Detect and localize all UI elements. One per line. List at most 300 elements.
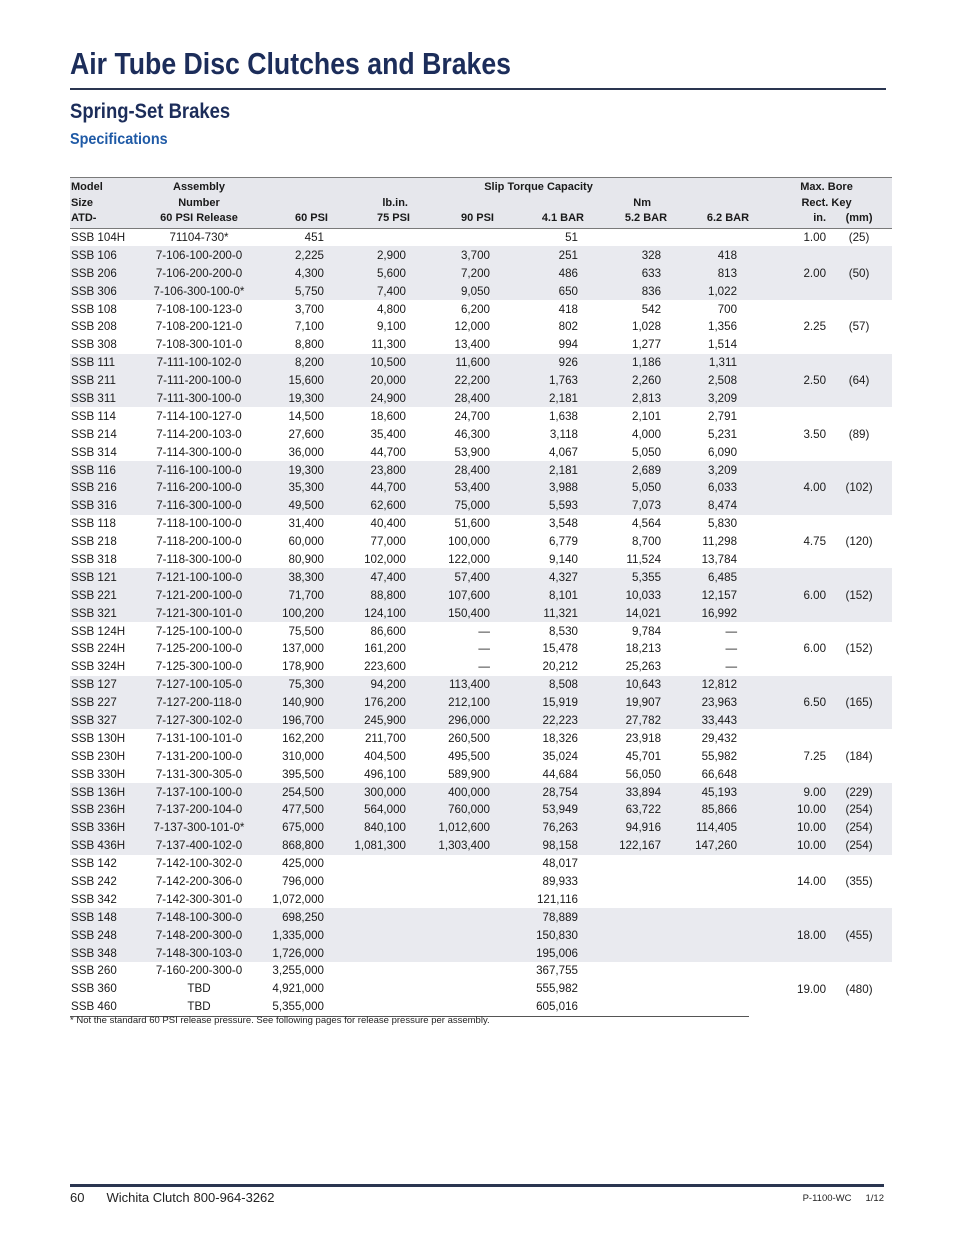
bar41-cell: 1,763 — [494, 372, 584, 390]
bar52-cell: 94,916 — [584, 819, 667, 837]
table-row — [70, 568, 892, 586]
header-41bar: 4.1 BAR — [494, 211, 584, 228]
psi75-cell: 1,081,300 — [328, 837, 410, 855]
psi90-cell: 9,050 — [410, 282, 494, 300]
bar52-cell: 5,355 — [584, 568, 667, 586]
psi60-cell: 4,300 — [262, 264, 328, 282]
assembly-cell: 7-121-200-100-0 — [136, 586, 262, 604]
psi75-cell: 40,400 — [370, 517, 406, 531]
table-row — [70, 962, 892, 980]
bar62-cell: — — [725, 660, 738, 674]
title-rule — [70, 88, 886, 90]
bore-mm-cell: (455) — [826, 908, 892, 962]
model-cell: SSB 360 — [71, 982, 117, 996]
bar41-cell: 78,889 — [494, 908, 584, 926]
psi60-cell: 31,400 — [288, 517, 324, 531]
assembly-cell: 7-148-200-300-0 — [136, 926, 262, 944]
assembly-cell: 7-108-300-101-0 — [155, 338, 243, 352]
model-cell: SSB 316 — [70, 497, 136, 515]
bore-in-cell: 10.00 — [749, 801, 826, 819]
assembly-cell: 7-114-200-103-0 — [156, 427, 242, 441]
psi90-cell: 107,600 — [410, 586, 494, 604]
table-row — [70, 837, 892, 855]
psi60-cell: 7,100 — [294, 320, 324, 334]
table-row — [70, 515, 892, 533]
psi75-cell: 9,100 — [376, 320, 406, 334]
bore-in-cell: 18.00 — [749, 908, 826, 962]
psi60-cell: 75,300 — [262, 676, 328, 694]
model-cell: SSB 327 — [70, 712, 136, 730]
header-75psi: 75 PSI — [328, 211, 410, 228]
bar41-cell: 9,140 — [548, 552, 578, 566]
model-cell: SSB 324H — [71, 660, 126, 674]
psi60-cell: 310,000 — [282, 749, 324, 763]
bar52-cell — [584, 962, 667, 980]
psi90-cell: 28,400 — [410, 390, 494, 408]
assembly-cell: 7-125-300-100-0 — [155, 660, 243, 674]
model-cell: SSB 330H — [71, 767, 126, 781]
model-cell: SSB 142 — [71, 857, 117, 871]
psi75-cell: 94,200 — [328, 676, 410, 694]
psi60-cell: 5,750 — [262, 282, 328, 300]
bar62-cell — [667, 926, 749, 944]
table-row — [70, 676, 892, 694]
bar52-cell: 23,918 — [625, 731, 662, 745]
header-model: Model — [71, 181, 103, 193]
model-cell: SSB 460 — [70, 998, 136, 1016]
bar52-cell: 33,894 — [584, 783, 667, 801]
bar52-cell — [584, 926, 667, 944]
document-date: 1/12 — [865, 1193, 884, 1204]
psi90-cell: 113,400 — [410, 676, 494, 694]
psi60-cell: 100,200 — [262, 604, 328, 622]
bar41-cell: 51 — [565, 230, 578, 244]
psi60-cell: 3,255,000 — [272, 964, 324, 978]
assembly-cell: 7-111-100-102-0 — [136, 354, 262, 372]
psi60-cell: 395,500 — [282, 767, 324, 781]
table-header — [70, 178, 892, 229]
assembly-cell: 7-148-100-300-0 — [136, 908, 262, 926]
psi60-cell: 35,300 — [262, 479, 328, 497]
assembly-cell: 7-121-300-101-0 — [136, 604, 262, 622]
psi60-cell: 36,000 — [288, 445, 324, 459]
psi75-cell: 20,000 — [328, 372, 410, 390]
model-cell: SSB 321 — [70, 604, 136, 622]
model-cell: SSB 230H — [71, 749, 126, 763]
psi90-cell: 22,200 — [410, 372, 494, 390]
bore-in-cell: 2.50 — [749, 354, 826, 408]
bore-mm-cell: (355) — [845, 875, 873, 888]
header-max-bore: Max. Bore — [800, 181, 853, 193]
bar62-cell: 1,311 — [667, 354, 749, 372]
psi60-cell: 49,500 — [262, 497, 328, 515]
bar62-cell: 1,356 — [708, 320, 738, 334]
assembly-cell: 7-111-200-100-0 — [136, 372, 262, 390]
model-cell: SSB 260 — [71, 964, 117, 978]
psi60-cell: 140,900 — [262, 694, 328, 712]
psi75-cell: 300,000 — [328, 783, 410, 801]
psi75-cell: 44,700 — [328, 479, 410, 497]
header-60psi-release: 60 PSI Release — [136, 211, 262, 228]
model-cell: SSB 208 — [71, 320, 117, 334]
psi75-cell: 124,100 — [328, 604, 410, 622]
model-cell: SSB 124H — [71, 624, 126, 638]
assembly-cell: 7-142-100-302-0 — [155, 857, 243, 871]
model-cell: SSB 206 — [70, 264, 136, 282]
header-lbin: lb.in. — [382, 196, 408, 209]
header-in: in. — [749, 211, 826, 228]
model-cell: SSB 308 — [71, 338, 117, 352]
footer-right — [789, 1193, 884, 1204]
model-cell: SSB 311 — [70, 390, 136, 408]
bore-in-cell: 2.25 — [803, 320, 827, 334]
psi90-cell: 760,000 — [410, 801, 494, 819]
psi60-cell: 80,900 — [288, 552, 324, 566]
model-cell: SSB 148 — [70, 908, 136, 926]
header-mm: (mm) — [826, 211, 892, 228]
bar62-cell: 114,405 — [667, 819, 749, 837]
psi75-cell: 161,200 — [364, 642, 406, 656]
table-row — [70, 354, 892, 372]
assembly-cell: 7-116-200-100-0 — [136, 479, 262, 497]
assembly-cell: TBD — [187, 982, 211, 996]
assembly-cell: 7-106-300-100-0* — [136, 282, 262, 300]
psi90-cell: 11,600 — [410, 354, 494, 372]
model-cell: SSB 108 — [71, 302, 117, 316]
psi60-cell: 75,500 — [288, 624, 324, 638]
bar52-cell: 1,028 — [632, 320, 662, 334]
psi90-cell: 495,500 — [448, 749, 490, 763]
assembly-cell: 7-137-100-100-0 — [136, 783, 262, 801]
psi60-cell: 675,000 — [262, 819, 328, 837]
psi75-cell: 24,900 — [328, 390, 410, 408]
bore-in-cell: 10.00 — [749, 819, 826, 837]
psi90-cell: 400,000 — [410, 783, 494, 801]
bar62-cell: 813 — [667, 264, 749, 282]
psi60-cell: 8,800 — [294, 338, 324, 352]
bar52-cell: 633 — [584, 264, 667, 282]
psi60-cell: 1,726,000 — [262, 944, 328, 962]
table-row — [70, 461, 892, 479]
bar52-cell: 2,689 — [584, 461, 667, 479]
psi75-cell: 5,600 — [328, 264, 410, 282]
psi90-cell: — — [478, 660, 490, 674]
psi90-cell: 6,200 — [460, 302, 490, 316]
model-cell: SSB 218 — [71, 535, 117, 549]
bore-in-cell: 14.00 — [797, 875, 827, 888]
psi60-cell: 868,800 — [262, 837, 328, 855]
table-row — [70, 908, 892, 926]
psi60-cell: 5,355,000 — [262, 998, 328, 1016]
psi90-cell — [410, 980, 494, 998]
model-cell: SSB 118 — [71, 517, 116, 531]
model-cell: SSB 224H — [71, 642, 126, 656]
assembly-cell: 7-142-300-301-0 — [155, 892, 243, 906]
assembly-cell: 7-118-100-100-0 — [156, 517, 242, 531]
psi60-cell: 137,000 — [282, 642, 324, 656]
assembly-cell: 7-114-100-127-0 — [156, 409, 242, 423]
psi60-cell: 19,300 — [262, 390, 328, 408]
psi75-cell: 176,200 — [328, 694, 410, 712]
psi60-cell: 698,250 — [262, 908, 328, 926]
bar62-cell — [667, 962, 749, 980]
bar41-cell: 418 — [558, 302, 578, 316]
psi75-cell: 840,100 — [328, 819, 410, 837]
bar62-cell: 5,830 — [708, 517, 738, 531]
bar52-cell: 10,033 — [584, 586, 667, 604]
bore-mm-cell: (152) — [845, 642, 873, 656]
bar52-cell: 1,186 — [584, 354, 667, 372]
bar41-cell: 3,988 — [494, 479, 584, 497]
bar52-cell: 11,524 — [626, 552, 662, 566]
model-cell: SSB 242 — [71, 875, 117, 888]
bore-mm-cell: (102) — [826, 461, 892, 515]
model-cell: SSB 342 — [71, 892, 117, 906]
bar41-cell: 650 — [494, 282, 584, 300]
assembly-cell: 7-137-300-101-0* — [136, 819, 262, 837]
psi90-cell: 589,900 — [448, 767, 490, 781]
psi90-cell: 260,500 — [448, 731, 490, 745]
bore-in-cell: 10.00 — [749, 837, 826, 855]
psi90-cell: 57,400 — [410, 568, 494, 586]
bar52-cell: 122,167 — [584, 837, 667, 855]
bar41-cell: 367,755 — [536, 964, 578, 978]
model-cell: SSB 106 — [70, 246, 136, 264]
assembly-cell: 7-137-400-102-0 — [136, 837, 262, 855]
bore-in-cell: 4.75 — [803, 535, 827, 549]
assembly-cell: 7-108-200-121-0 — [155, 320, 243, 334]
table-row — [70, 819, 892, 837]
bar62-cell: 2,508 — [667, 372, 749, 390]
model-cell: SSB 136H — [70, 783, 136, 801]
psi75-cell: 62,600 — [328, 497, 410, 515]
table-row — [70, 801, 892, 819]
bore-mm-cell: (57) — [848, 320, 870, 334]
model-cell: SSB 121 — [70, 568, 136, 586]
bar41-cell: 4,327 — [494, 568, 584, 586]
bar62-cell: 12,157 — [667, 586, 749, 604]
bar41-cell: 555,982 — [536, 982, 578, 996]
bore-in-cell: 6.50 — [749, 676, 826, 730]
psi90-cell: 51,600 — [454, 517, 490, 531]
bar62-cell: — — [725, 642, 738, 656]
bar62-cell — [667, 855, 749, 873]
psi60-cell: 4,921,000 — [272, 982, 324, 996]
assembly-cell: 7-121-100-100-0 — [136, 568, 262, 586]
bore-mm-cell: (165) — [826, 676, 892, 730]
model-cell: SSB 216 — [70, 479, 136, 497]
psi75-cell: 2,900 — [328, 246, 410, 264]
bar41-cell: 1,638 — [548, 409, 578, 423]
psi90-cell: 12,000 — [454, 320, 490, 334]
psi75-cell: 245,900 — [328, 712, 410, 730]
model-cell: SSB 116 — [70, 461, 136, 479]
bar62-cell: 12,812 — [667, 676, 749, 694]
psi60-cell: 2,225 — [262, 246, 328, 264]
psi60-cell: 14,500 — [288, 409, 324, 423]
psi75-cell — [328, 962, 410, 980]
assembly-cell: TBD — [136, 998, 262, 1016]
assembly-cell: 7-111-300-100-0 — [136, 390, 262, 408]
model-cell: SSB 211 — [70, 372, 136, 390]
assembly-cell: 7-108-100-123-0 — [155, 302, 243, 316]
psi90-cell — [410, 908, 494, 926]
bar62-cell: 6,485 — [667, 568, 749, 586]
model-cell: SSB 306 — [70, 282, 136, 300]
psi60-cell: 477,500 — [262, 801, 328, 819]
bar52-cell: 14,021 — [584, 604, 667, 622]
bar62-cell: 6,033 — [667, 479, 749, 497]
psi60-cell: 162,200 — [282, 731, 324, 745]
bar41-cell: 18,326 — [542, 731, 578, 745]
psi75-cell — [328, 873, 410, 891]
bar41-cell: 150,830 — [494, 926, 584, 944]
psi90-cell — [410, 926, 494, 944]
table-row — [70, 783, 892, 801]
assembly-cell: 7-131-200-100-0 — [155, 749, 243, 763]
psi90-cell: 13,400 — [454, 338, 490, 352]
bar62-cell — [667, 998, 749, 1016]
bar62-cell — [667, 873, 749, 891]
assembly-cell: 7-137-200-104-0 — [136, 801, 262, 819]
model-cell: SSB 130H — [71, 731, 126, 745]
psi75-cell: 10,500 — [328, 354, 410, 372]
bar62-cell: 3,209 — [667, 390, 749, 408]
assembly-cell: 7-160-200-300-0 — [155, 964, 243, 978]
bar52-cell: 8,700 — [632, 535, 662, 549]
model-cell: SSB 104H — [71, 230, 126, 244]
psi75-cell — [328, 855, 410, 873]
assembly-cell: 71104-730* — [169, 230, 229, 244]
model-cell: SSB 318 — [71, 552, 117, 566]
table-row — [70, 407, 892, 425]
header-size: Size — [71, 196, 94, 209]
bar41-cell: 8,508 — [494, 676, 584, 694]
psi90-cell: 212,100 — [410, 694, 494, 712]
psi75-cell: 23,800 — [328, 461, 410, 479]
bore-in-cell: 19.00 — [797, 982, 827, 996]
psi60-cell: 178,900 — [282, 660, 324, 674]
psi90-cell: 24,700 — [454, 409, 490, 423]
bar52-cell: 4,564 — [632, 517, 662, 531]
psi60-cell: 38,300 — [262, 568, 328, 586]
header-slip-torque: Slip Torque Capacity — [484, 181, 593, 193]
psi75-cell — [328, 908, 410, 926]
model-cell: SSB 436H — [70, 837, 136, 855]
bar62-cell: — — [725, 624, 738, 638]
psi75-cell: 211,700 — [364, 731, 406, 745]
bore-in-cell: 9.00 — [749, 783, 826, 801]
bar52-cell: 18,213 — [625, 642, 662, 656]
phone-number: 800-964-3262 — [193, 1190, 275, 1205]
assembly-cell: 7-116-300-100-0 — [136, 497, 262, 515]
bore-mm-cell: (254) — [826, 819, 892, 837]
bar62-cell: 11,298 — [702, 535, 738, 549]
psi75-cell — [328, 890, 410, 908]
bore-in-cell: 7.25 — [803, 749, 827, 763]
bar62-cell: 66,648 — [701, 767, 738, 781]
model-cell: SSB 336H — [70, 819, 136, 837]
bar62-cell: 33,443 — [667, 712, 749, 730]
bar62-cell — [667, 980, 749, 998]
psi75-cell: 496,100 — [364, 767, 406, 781]
bar62-cell: 2,791 — [708, 409, 738, 423]
psi60-cell: 8,200 — [262, 354, 328, 372]
page-subtitle: Spring-Set Brakes — [70, 100, 231, 123]
psi75-cell: 564,000 — [328, 801, 410, 819]
bore-mm-cell: (152) — [826, 568, 892, 622]
psi90-cell: — — [478, 624, 490, 638]
bar52-cell — [584, 228, 667, 246]
model-cell: SSB 214 — [71, 427, 117, 441]
bar41-cell: 15,478 — [542, 642, 578, 656]
bar52-cell: 9,784 — [632, 624, 662, 638]
model-cell: SSB 248 — [70, 926, 136, 944]
bar52-cell: 328 — [584, 246, 667, 264]
table-row — [70, 622, 892, 640]
assembly-cell: 7-127-100-105-0 — [136, 676, 262, 694]
psi60-cell: 796,000 — [282, 875, 324, 888]
bar41-cell: 802 — [558, 320, 578, 334]
psi90-cell — [410, 962, 494, 980]
bar62-cell: 16,992 — [667, 604, 749, 622]
bore-in-cell: 6.00 — [749, 568, 826, 622]
model-cell: SSB 348 — [70, 944, 136, 962]
psi60-cell: 1,072,000 — [272, 892, 324, 906]
psi90-cell — [410, 228, 494, 246]
model-cell: SSB 111 — [70, 354, 136, 372]
psi90-cell — [410, 855, 494, 873]
assembly-cell: 7-114-300-100-0 — [156, 445, 242, 459]
specifications-table — [70, 177, 892, 1017]
psi75-cell: 102,000 — [364, 552, 406, 566]
assembly-cell: 7-125-100-100-0 — [155, 624, 243, 638]
bar41-cell: 89,933 — [542, 875, 578, 888]
bar41-cell: 22,223 — [494, 712, 584, 730]
page-title: Air Tube Disc Clutches and Brakes — [70, 46, 512, 81]
assembly-cell: 7-127-300-102-0 — [136, 712, 262, 730]
table-row — [70, 228, 892, 246]
psi75-cell: 7,400 — [328, 282, 410, 300]
psi90-cell: 296,000 — [410, 712, 494, 730]
psi90-cell: 150,400 — [410, 604, 494, 622]
bar52-cell: 27,782 — [584, 712, 667, 730]
bar41-cell: 3,118 — [549, 427, 578, 441]
bore-in-cell: 1.00 — [803, 230, 827, 244]
bar52-cell — [584, 944, 667, 962]
bar41-cell: 4,067 — [548, 445, 578, 459]
bar41-cell: 2,181 — [494, 461, 584, 479]
bar52-cell: 10,643 — [584, 676, 667, 694]
bar41-cell: 28,754 — [494, 783, 584, 801]
bar41-cell: 11,321 — [494, 604, 584, 622]
psi75-cell: 223,600 — [364, 660, 406, 674]
header-nm: Nm — [633, 196, 652, 209]
psi75-cell — [328, 980, 410, 998]
model-cell: SSB 314 — [71, 445, 117, 459]
bar52-cell — [584, 855, 667, 873]
bar62-cell: 3,209 — [667, 461, 749, 479]
bar41-cell: 121,116 — [536, 892, 578, 906]
bar52-cell: 1,277 — [632, 338, 662, 352]
psi90-cell: 100,000 — [448, 535, 490, 549]
company-name: Wichita Clutch — [106, 1190, 190, 1205]
bar52-cell: 45,701 — [625, 749, 662, 763]
bar52-cell: 25,263 — [625, 660, 662, 674]
bar62-cell: 418 — [667, 246, 749, 264]
model-cell: SSB 221 — [70, 586, 136, 604]
psi60-cell: 3,700 — [294, 302, 324, 316]
